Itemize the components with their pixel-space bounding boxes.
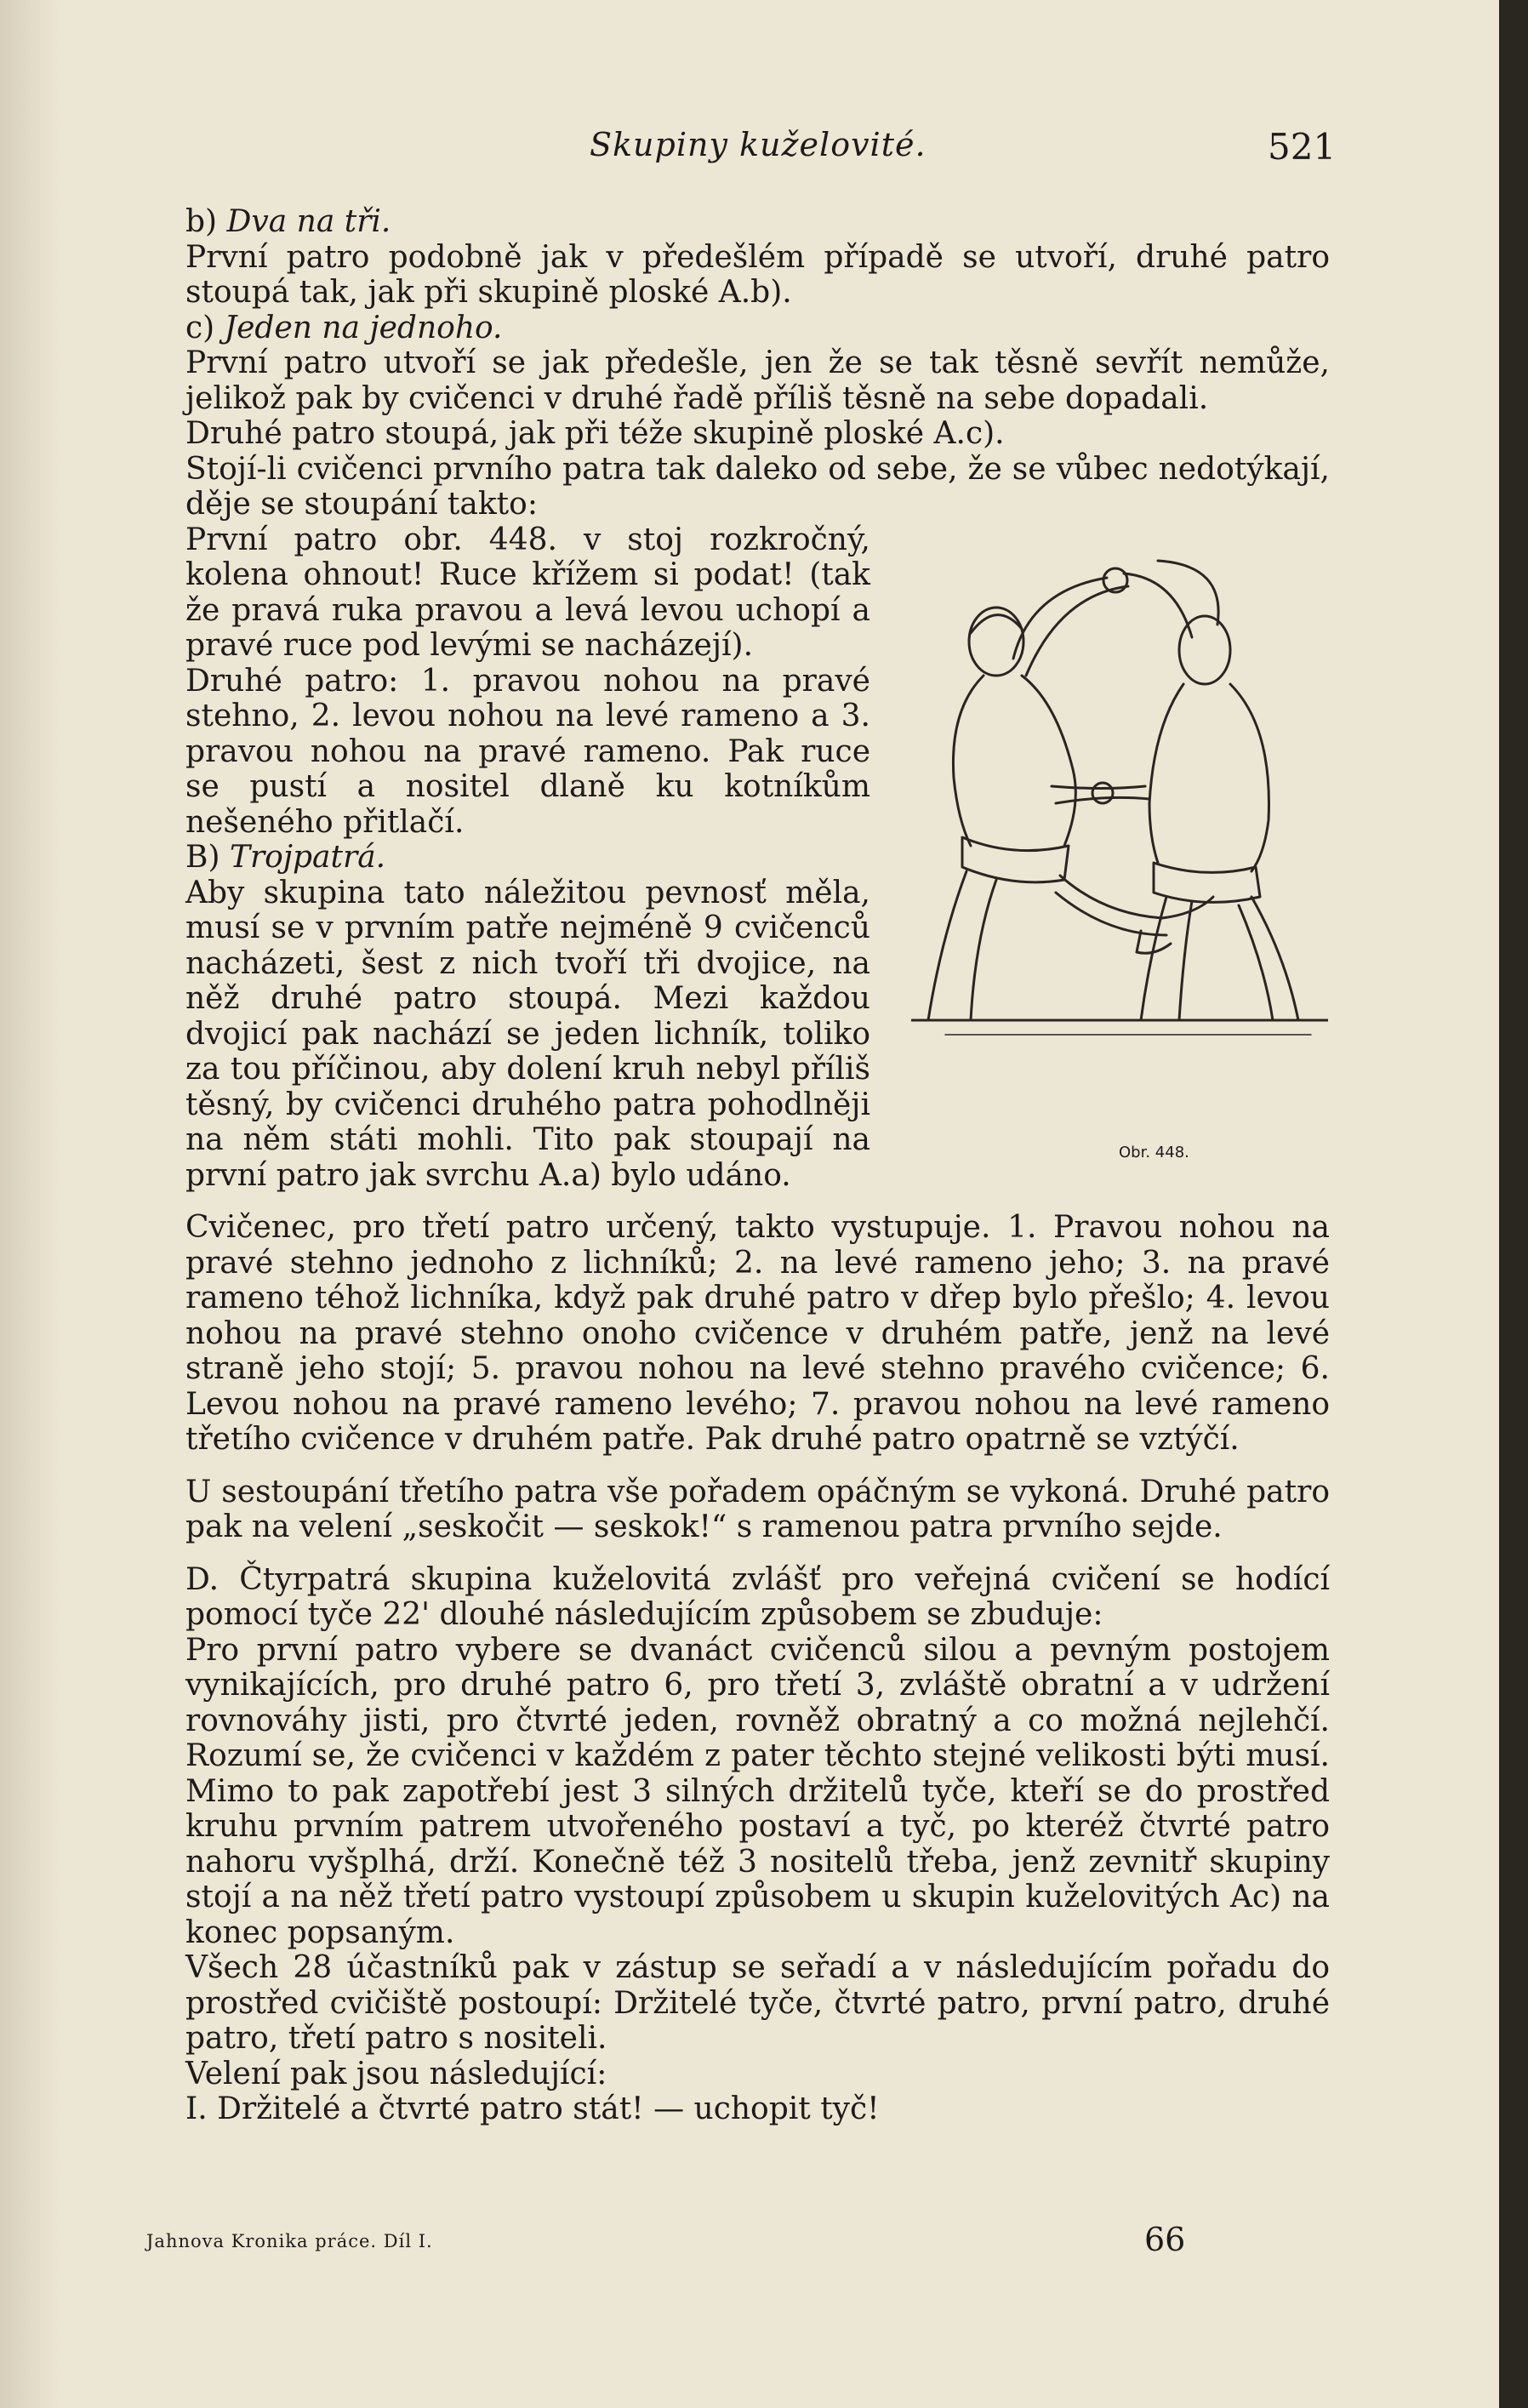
paragraph: První patro obr. 448. v stoj rozkročný, kolena ohnout! Ruce křížem si podat! (tak že pravá ruka pravou a levá levou uchopí a pravé ruce pod levými se nacházejí). bbox=[185, 522, 870, 663]
page-header bbox=[0, 126, 1361, 177]
paragraph: Všech 28 účastníků pak v zástup se seřadí a v následujícím pořadu do prostřed cvičiště postoupí: Držitelé tyče, čtvrté patro, první patro, druhé patro, třetí patro s nositeli. bbox=[185, 1950, 1330, 2056]
subheading-b: b) Dva na tři. bbox=[185, 204, 391, 239]
paragraph: Velení pak jsou následující: bbox=[185, 2056, 607, 2091]
paragraph: Pro první patro vybere se dvanáct cvičenců silou a pevným postojem vynikajících, pro druhé patro 6, pro třetí 3, zvláště obratní a v udržení rovnováhy jisti, pro čtvrté jeden, rovněž obratný a co možná nejlehčí. Rozumí se, že cvičenci v každém z pater těchto stejné velikosti býti musí. Mimo to pak zapotřebí jest 3 silných držitelů tyče, kteří se do prostřed kruhu prvním patrem utvořeného postaví a tyč, po kteréž čtvrté patro nahoru vyšplhá, drží. Konečně též 3 nositelů třeba, jenž zevnitř skupiny stojí a na něž třetí patro vystoupí způsobem u skupin kuželovitých Ac) na konec popsaným. bbox=[185, 1632, 1330, 1950]
page-number: 521 bbox=[1268, 126, 1337, 168]
paragraph: Stojí-li cvičenci prvního patra tak daleko od sebe, že se vůbec nedotýkají, děje se stoupání takto: bbox=[185, 451, 1330, 522]
footer-book-title: Jahnova Kronika práce. Díl I. bbox=[146, 2231, 433, 2251]
body-text bbox=[185, 204, 1330, 2127]
paragraph: Aby skupina tato náležitou pevnosť měla, musí se v prvním patře nejméně 9 cvičenců nacházeti, šest z nich tvoří tři dvojice, na něž druhé patro stoupá. Mezi každou dvojicí pak nachází se jeden lichník, toliko za tou příčinou, aby dolení kruh nebyl příliš těsný, by cvičenci druhého patra pohodlněji na něm státi mohli. Tito pak stoupají na první patro jak svrchu A.a) bylo udáno. bbox=[185, 875, 870, 1193]
paragraph: I. Držitelé a čtvrté patro stát! — uchopit tyč! bbox=[185, 2091, 880, 2126]
paragraph: U sestoupání třetího patra vše pořadem opáčným se vykoná. Druhé patro pak na velení „seskočit — seskok!“ s ramenou patra prvního sejde. bbox=[185, 1474, 1330, 1544]
paragraph: První patro podobně jak v předešlém případě se utvoří, druhé patro stoupá tak, jak při skupině ploské A.b). bbox=[185, 239, 1330, 310]
running-title: Skupiny kuželovité. bbox=[590, 126, 926, 163]
subheading-B: B) Trojpatrá. bbox=[185, 840, 386, 875]
paragraph: Druhé patro: 1. pravou nohou na pravé stehno, 2. levou nohou na levé rameno a 3. pravou nohou na pravé rameno. Pak ruce se pustí a nositel dlaně ku kotníkům nešeného přitlačí. bbox=[185, 663, 870, 840]
figure-448 bbox=[896, 522, 1330, 1199]
paragraph: Druhé patro stoupá, jak při téže skupině ploské A.c). bbox=[185, 416, 1005, 451]
subheading-c: c) Jeden na jednoho. bbox=[185, 310, 503, 345]
paragraph: Cvičenec, pro třetí patro určený, takto vystupuje. 1. Pravou nohou na pravé stehno jednoho z lichníků; 2. na levé rameno jeho; 3. na pravé rameno téhož lichníka, když pak druhé patro v dřep bylo přešlo; 4. levou nohou na pravé stehno onoho cvičence v druhém patře, jenž na levé straně jeho stojí; 5. pravou nohou na levé stehno pravého cvičence; 6. Levou nohou na pravé rameno levého; 7. pravou nohou na levé rameno třetího cvičence v druhém patře. Pak druhé patro opatrně se vztýčí. bbox=[185, 1210, 1330, 1457]
two-gymnasts-figure-icon bbox=[911, 556, 1328, 1046]
paragraph: D. Čtyrpatrá skupina kuželovitá zvlášť pro veřejná cvičení se hodící pomocí tyče 22' dlouhé následujícím způsobem se zbuduje: bbox=[185, 1561, 1330, 1632]
page-footer bbox=[0, 2221, 1361, 2282]
paragraph: První patro utvoří se jak předešle, jen že se tak těsně sevřít nemůže, jelikož pak by cvičenci v druhé řadě příliš těsně na sebe dopadali. bbox=[185, 345, 1330, 416]
figure-caption: Obr. 448. bbox=[1119, 1143, 1189, 1161]
signature-number: 66 bbox=[1144, 2221, 1186, 2258]
